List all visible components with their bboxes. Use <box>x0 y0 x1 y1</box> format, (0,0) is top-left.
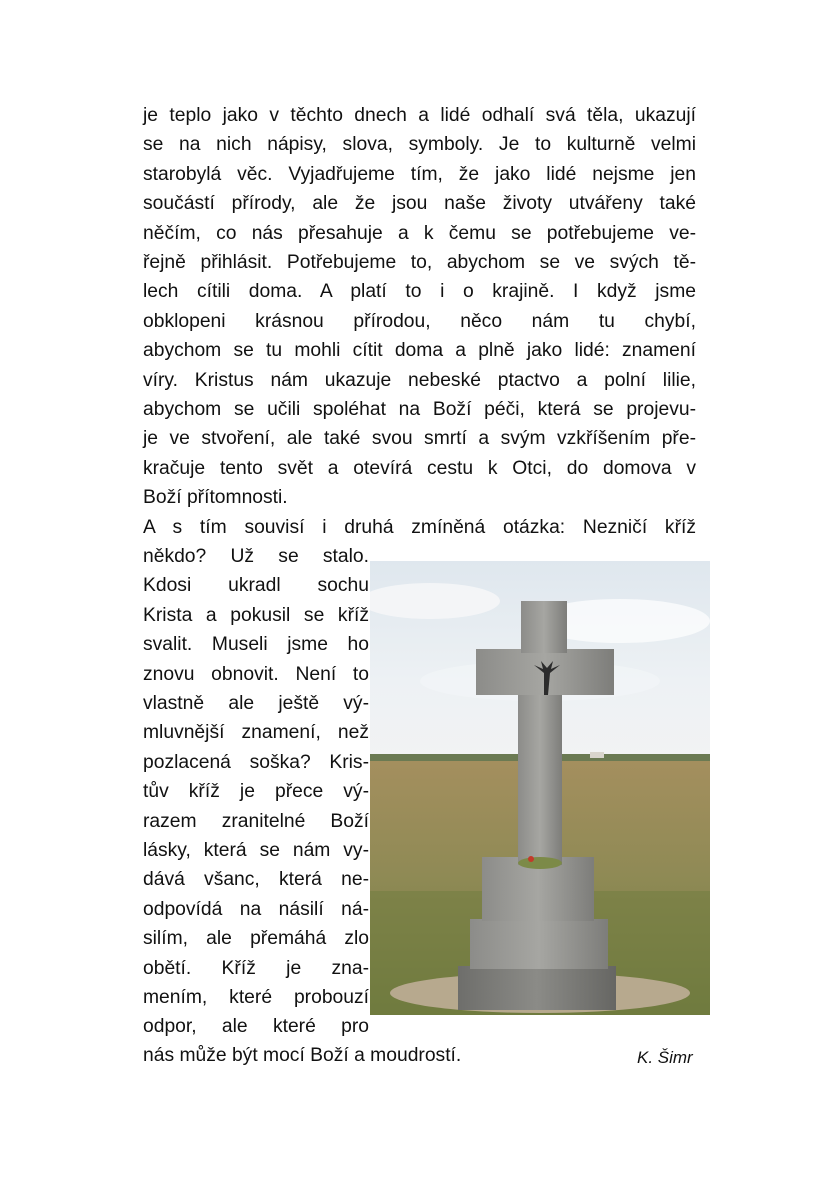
article-wrapped-line: tův kříž je přece vý- <box>143 781 369 803</box>
author-signature: K. Šimr <box>637 1048 693 1067</box>
article-line: abychom se tu mohli cítit doma a plně jako lidé: znamení <box>143 340 696 362</box>
article-line: něčím, co nás přesahuje a k čemu se potřebujeme ve- <box>143 222 696 244</box>
article-wrapped-line: razem zranitelné Boží <box>143 810 369 832</box>
article-line: řejně přihlásit. Potřebujeme to, abychom se ve svých tě- <box>143 252 696 273</box>
article-line: starobylá věc. Vyjadřujeme tím, že jako lidé nejsme jen <box>143 163 696 185</box>
article-wrapped-line: někdo? Už se stalo. <box>143 546 369 567</box>
article-line: se na nich nápisy, slova, symboly. Je to kulturně velmi <box>143 134 696 156</box>
article-wrapped-line: Krista a pokusil se kříž <box>143 604 369 626</box>
article-wrapped-line: mluvnější znamení, než <box>143 722 369 744</box>
article-line: A s tím souvisí i druhá zmíněná otázka: Nezničí kříž <box>143 516 696 538</box>
article-wrapped-line: mením, které probouzí <box>143 987 369 1008</box>
article-final-line: nás může být mocí Boží a moudrostí. <box>143 1045 462 1066</box>
article-wrapped-line: pozlacená soška? Kris- <box>143 751 369 773</box>
article-wrapped-line: silím, ale přemáhá zlo <box>143 928 369 950</box>
article-wrapped-line: svalit. Museli jsme ho <box>143 634 369 656</box>
article-wrapped-line: znovu obnovit. Není to <box>143 663 369 685</box>
article-wrapped-line: odpor, ale které pro <box>143 1016 369 1038</box>
article-line: součástí přírody, ale že jsou naše životy utvářeny také <box>143 193 696 215</box>
article-line: je teplo jako v těchto dnech a lidé odhalí svá těla, ukazují <box>143 105 696 126</box>
article-line: Boží přítomnosti. <box>143 487 288 509</box>
article-line: je ve stvoření, ale také svou smrtí a svým vzkříšením pře- <box>143 428 696 450</box>
article-line: obklopeni krásnou přírodou, něco nám tu chybí, <box>143 310 696 332</box>
article-wrapped-line: vlastně ale ještě vý- <box>143 693 369 714</box>
article-wrapped-line: dává všanc, která ne- <box>143 869 369 891</box>
article-wrapped-line: Kdosi ukradl sochu <box>143 575 369 597</box>
article-wrapped-line: obětí. Kříž je zna- <box>143 957 369 979</box>
article-line: víry. Kristus nám ukazuje nebeské ptactvo a polní lilie, <box>143 369 696 391</box>
article-wrapped-line: lásky, která se nám vy- <box>143 840 369 861</box>
article-line: kračuje tento svět a otevírá cestu k Otci, do domova v <box>143 457 696 479</box>
article-line: lech cítili doma. A platí to i o krajině. I když jsme <box>143 281 696 303</box>
article-line: abychom se učili spoléhat na Boží péči, která se projevu- <box>143 399 696 420</box>
article-wrapped-line: odpovídá na násilí ná- <box>143 898 369 920</box>
stone-cross-photo <box>370 561 710 1015</box>
